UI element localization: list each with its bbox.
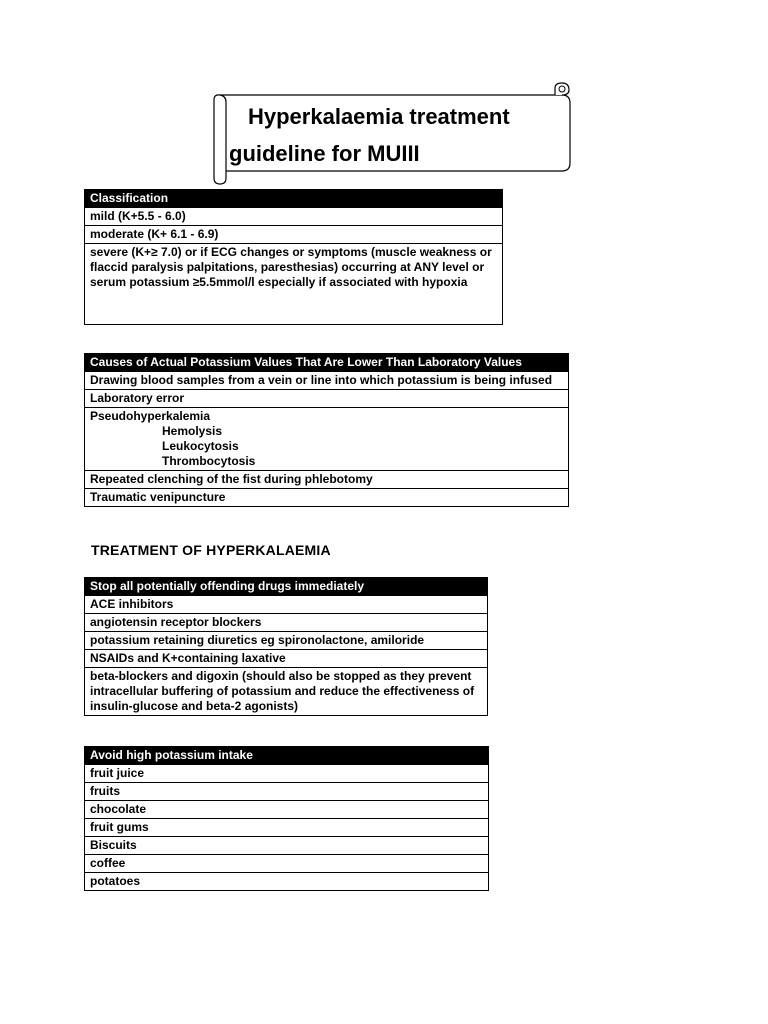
table-header-row bbox=[85, 354, 569, 372]
table-row bbox=[85, 596, 488, 614]
table-row bbox=[85, 372, 569, 390]
table-cell: NSAIDs and K+containing laxative bbox=[85, 650, 488, 668]
table-cell: potassium retaining diuretics eg spironolactone, amiloride bbox=[85, 632, 488, 650]
page-title bbox=[222, 98, 567, 172]
list-item: Thrombocytosis bbox=[162, 454, 256, 468]
title-line-1: Hyperkalaemia treatment bbox=[248, 104, 510, 129]
table-header-row bbox=[85, 190, 503, 208]
table-row bbox=[85, 244, 503, 325]
table-row bbox=[85, 668, 488, 716]
table-row bbox=[85, 873, 489, 891]
table-row bbox=[85, 650, 488, 668]
table-cell: mild (K+5.5 - 6.0) bbox=[85, 208, 503, 226]
table-row bbox=[85, 614, 488, 632]
classification-table bbox=[84, 189, 503, 325]
table-cell: ACE inhibitors bbox=[85, 596, 488, 614]
pseudohyperkalemia-cell bbox=[85, 408, 569, 471]
table-header: Stop all potentially offending drugs immediately bbox=[85, 578, 488, 596]
table-cell: Drawing blood samples from a vein or line into which potassium is being infused bbox=[85, 372, 569, 390]
table-header: Causes of Actual Potassium Values That Are Lower Than Laboratory Values bbox=[85, 354, 569, 372]
table-row bbox=[85, 226, 503, 244]
table-row bbox=[85, 783, 489, 801]
title-line-2: guideline for MUIII bbox=[229, 141, 420, 166]
table-cell: severe (K+≥ 7.0) or if ECG changes or symptoms (muscle weakness or flaccid paralysis palpitations, paresthesias) occurring at ANY level or serum potassium ≥5.5mmol/l especially if associated with hypoxia bbox=[85, 244, 503, 325]
list-item: Leukocytosis bbox=[162, 439, 239, 453]
table-header-row bbox=[85, 578, 488, 596]
intake-table bbox=[84, 746, 489, 891]
pseudohyperkalemia-title: Pseudohyperkalemia bbox=[90, 409, 211, 423]
table-header-row bbox=[85, 747, 489, 765]
table-cell: beta-blockers and digoxin (should also be stopped as they prevent intracellular buffering of potassium and reduce the effectiveness of insulin-glucose and beta-2 agonists) bbox=[85, 668, 488, 716]
table-row bbox=[85, 837, 489, 855]
table-cell: moderate (K+ 6.1 - 6.9) bbox=[85, 226, 503, 244]
table-cell: Laboratory error bbox=[85, 390, 569, 408]
table-cell: Biscuits bbox=[85, 837, 489, 855]
table-row bbox=[85, 208, 503, 226]
section-heading: TREATMENT OF HYPERKALAEMIA bbox=[91, 542, 331, 558]
table-header: Classification bbox=[85, 190, 503, 208]
table-cell: angiotensin receptor blockers bbox=[85, 614, 488, 632]
table-cell: fruit juice bbox=[85, 765, 489, 783]
table-row bbox=[85, 632, 488, 650]
table-row bbox=[85, 390, 569, 408]
table-cell: Repeated clenching of the fist during phlebotomy bbox=[85, 471, 569, 489]
table-row bbox=[85, 801, 489, 819]
causes-table bbox=[84, 353, 569, 507]
table-row bbox=[85, 765, 489, 783]
table-cell: Traumatic venipuncture bbox=[85, 489, 569, 507]
table-cell: fruit gums bbox=[85, 819, 489, 837]
table-cell: fruits bbox=[85, 783, 489, 801]
list-item: Hemolysis bbox=[162, 424, 223, 438]
table-cell: potatoes bbox=[85, 873, 489, 891]
table-row bbox=[85, 408, 569, 471]
table-cell: chocolate bbox=[85, 801, 489, 819]
table-row bbox=[85, 471, 569, 489]
drugs-table bbox=[84, 577, 488, 716]
table-row bbox=[85, 489, 569, 507]
table-row bbox=[85, 855, 489, 873]
table-header: Avoid high potassium intake bbox=[85, 747, 489, 765]
table-cell: coffee bbox=[85, 855, 489, 873]
table-row bbox=[85, 819, 489, 837]
title-banner bbox=[200, 80, 580, 190]
